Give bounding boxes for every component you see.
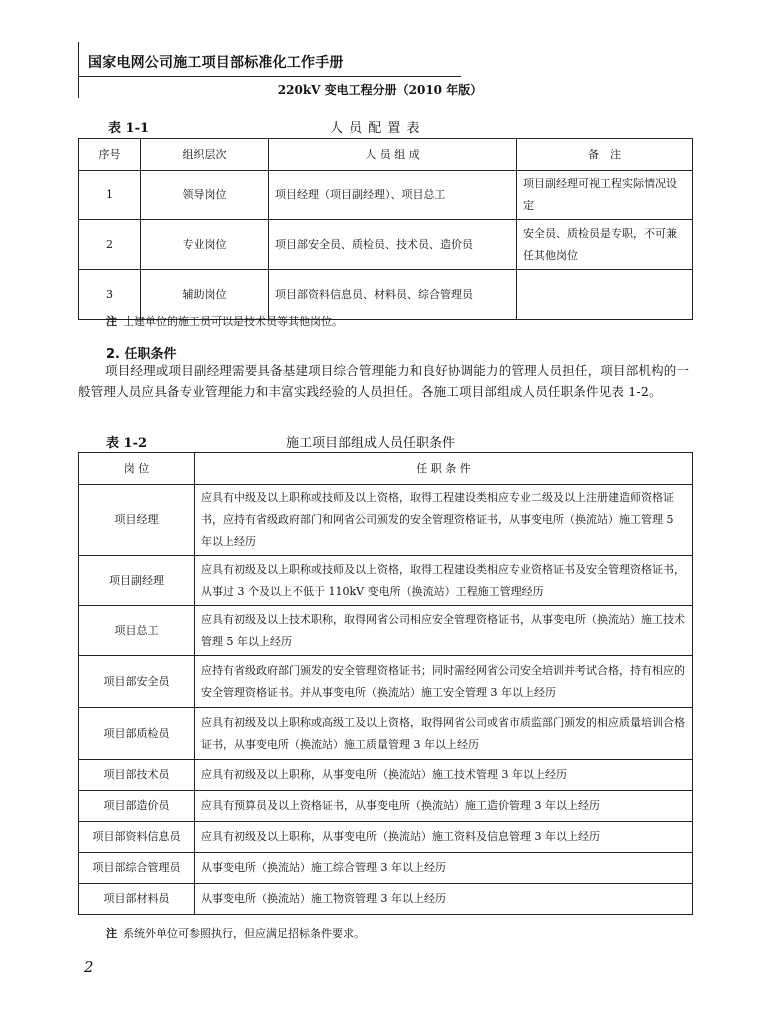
table1-title: 人 员 配 置 表 bbox=[330, 121, 421, 136]
table2-label: 表 1-2 bbox=[106, 436, 148, 451]
row-members: 项目部安全员、质检员、技术员、造价员 bbox=[269, 220, 517, 270]
note-text: 土建单位的施工员可以是技术员等其他岗位。 bbox=[123, 315, 343, 328]
table-row bbox=[79, 270, 693, 320]
row-post: 项目部质检员 bbox=[79, 708, 195, 760]
table-row bbox=[79, 656, 693, 708]
row-level: 专业岗位 bbox=[141, 220, 269, 270]
row-requirement: 从事变电所（换流站）施工物资管理 3 年以上经历 bbox=[195, 884, 693, 915]
table1-note bbox=[106, 313, 343, 329]
section-heading: 2. 任职条件 bbox=[106, 347, 177, 362]
row-no: 2 bbox=[79, 220, 141, 270]
table-row bbox=[79, 485, 693, 556]
row-members: 项目经理（项目副经理）、项目总工 bbox=[269, 171, 517, 220]
row-requirement: 应具有中级及以上职称或技师及以上资格，取得工程建设类相应专业二级及以上注册建造师资格证书，应持有省级政府部门和网省公司颁发的安全管理资格证书，从事变电所（换流站）施工管理 5 年以上经历 bbox=[195, 485, 693, 556]
row-requirement: 应具有初级及以上技术职称，取得网省公司相应安全管理资格证书，从事变电所（换流站）施工技术管理 5 年以上经历 bbox=[195, 606, 693, 656]
row-no: 1 bbox=[79, 171, 141, 220]
row-post: 项目部综合管理员 bbox=[79, 853, 195, 884]
row-level: 辅助岗位 bbox=[141, 270, 269, 320]
staff-table bbox=[78, 138, 693, 320]
table-row bbox=[79, 791, 693, 822]
table2-note bbox=[106, 925, 365, 941]
row-post: 项目部造价员 bbox=[79, 791, 195, 822]
table-row bbox=[79, 853, 693, 884]
page-number: 2 bbox=[84, 958, 94, 976]
table-row bbox=[79, 606, 693, 656]
row-post: 项目经理 bbox=[79, 485, 195, 556]
row-level: 领导岗位 bbox=[141, 171, 269, 220]
volume-subtitle: 220kV 变电工程分册（2010 年版） bbox=[277, 83, 483, 97]
header-rule-horizontal bbox=[78, 76, 461, 77]
col-header-remark: 备 注 bbox=[517, 139, 693, 171]
col-header-requirement: 任 职 条 件 bbox=[195, 453, 693, 485]
row-requirement: 应具有初级及以上职称或技师及以上资格，取得工程建设类相应专业资格证书及安全管理资格证书，从事过 3 个及以上不低于 110kV 变电所（换流站）工程施工管理经历 bbox=[195, 556, 693, 606]
row-requirement: 应具有初级及以上职称，从事变电所（换流站）施工技术管理 3 年以上经历 bbox=[195, 760, 693, 791]
table-row bbox=[79, 884, 693, 915]
table-row bbox=[79, 220, 693, 270]
table-header-row bbox=[79, 139, 693, 171]
row-requirement: 应具有初级及以上职称，从事变电所（换流站）施工资料及信息管理 3 年以上经历 bbox=[195, 822, 693, 853]
row-no: 3 bbox=[79, 270, 141, 320]
row-remark: 安全员、质检员是专职，不可兼任其他岗位 bbox=[517, 220, 693, 270]
col-header-members: 人 员 组 成 bbox=[269, 139, 517, 171]
col-header-post: 岗 位 bbox=[79, 453, 195, 485]
row-post: 项目总工 bbox=[79, 606, 195, 656]
row-post: 项目部资料信息员 bbox=[79, 822, 195, 853]
table-row bbox=[79, 171, 693, 220]
section-paragraph: 项目经理或项目副经理需要具备基建项目综合管理能力和良好协调能力的管理人员担任，项目部机构的一般管理人员应具备专业管理能力和丰富实践经验的人员担任。各施工项目部组成人员任职条件见表 1-2。 bbox=[78, 363, 690, 399]
manual-title: 国家电网公司施工项目部标准化工作手册 bbox=[88, 55, 344, 71]
table1-label: 表 1-1 bbox=[108, 121, 150, 136]
row-post: 项目部材料员 bbox=[79, 884, 195, 915]
table-header-row bbox=[79, 453, 693, 485]
row-requirement: 应具有预算员及以上资格证书，从事变电所（换流站）施工造价管理 3 年以上经历 bbox=[195, 791, 693, 822]
row-post: 项目部技术员 bbox=[79, 760, 195, 791]
note-label: 注 bbox=[106, 927, 117, 940]
col-header-level: 组织层次 bbox=[141, 139, 269, 171]
row-requirement: 应具有初级及以上职称或高级工及以上资格，取得网省公司或省市质监部门颁发的相应质量培训合格证书，从事变电所（换流站）施工质量管理 3 年以上经历 bbox=[195, 708, 693, 760]
table2-title: 施工项目部组成人员任职条件 bbox=[286, 436, 456, 451]
table-row bbox=[79, 708, 693, 760]
qualification-table bbox=[78, 452, 693, 915]
row-post: 项目部安全员 bbox=[79, 656, 195, 708]
col-header-no: 序号 bbox=[79, 139, 141, 171]
table-row bbox=[79, 760, 693, 791]
row-requirement: 应持有省级政府部门颁发的安全管理资格证书；同时需经网省公司安全培训并考试合格，持有相应的安全管理资格证书。并从事变电所（换流站）施工安全管理 3 年以上经历 bbox=[195, 656, 693, 708]
table-row bbox=[79, 822, 693, 853]
row-remark: 项目副经理可视工程实际情况设定 bbox=[517, 171, 693, 220]
note-text: 系统外单位可参照执行，但应满足招标条件要求。 bbox=[123, 927, 365, 940]
row-members: 项目部资料信息员、材料员、综合管理员 bbox=[269, 270, 517, 320]
row-requirement: 从事变电所（换流站）施工综合管理 3 年以上经历 bbox=[195, 853, 693, 884]
row-remark bbox=[517, 270, 693, 320]
note-label: 注 bbox=[106, 315, 117, 328]
row-post: 项目副经理 bbox=[79, 556, 195, 606]
table-row bbox=[79, 556, 693, 606]
